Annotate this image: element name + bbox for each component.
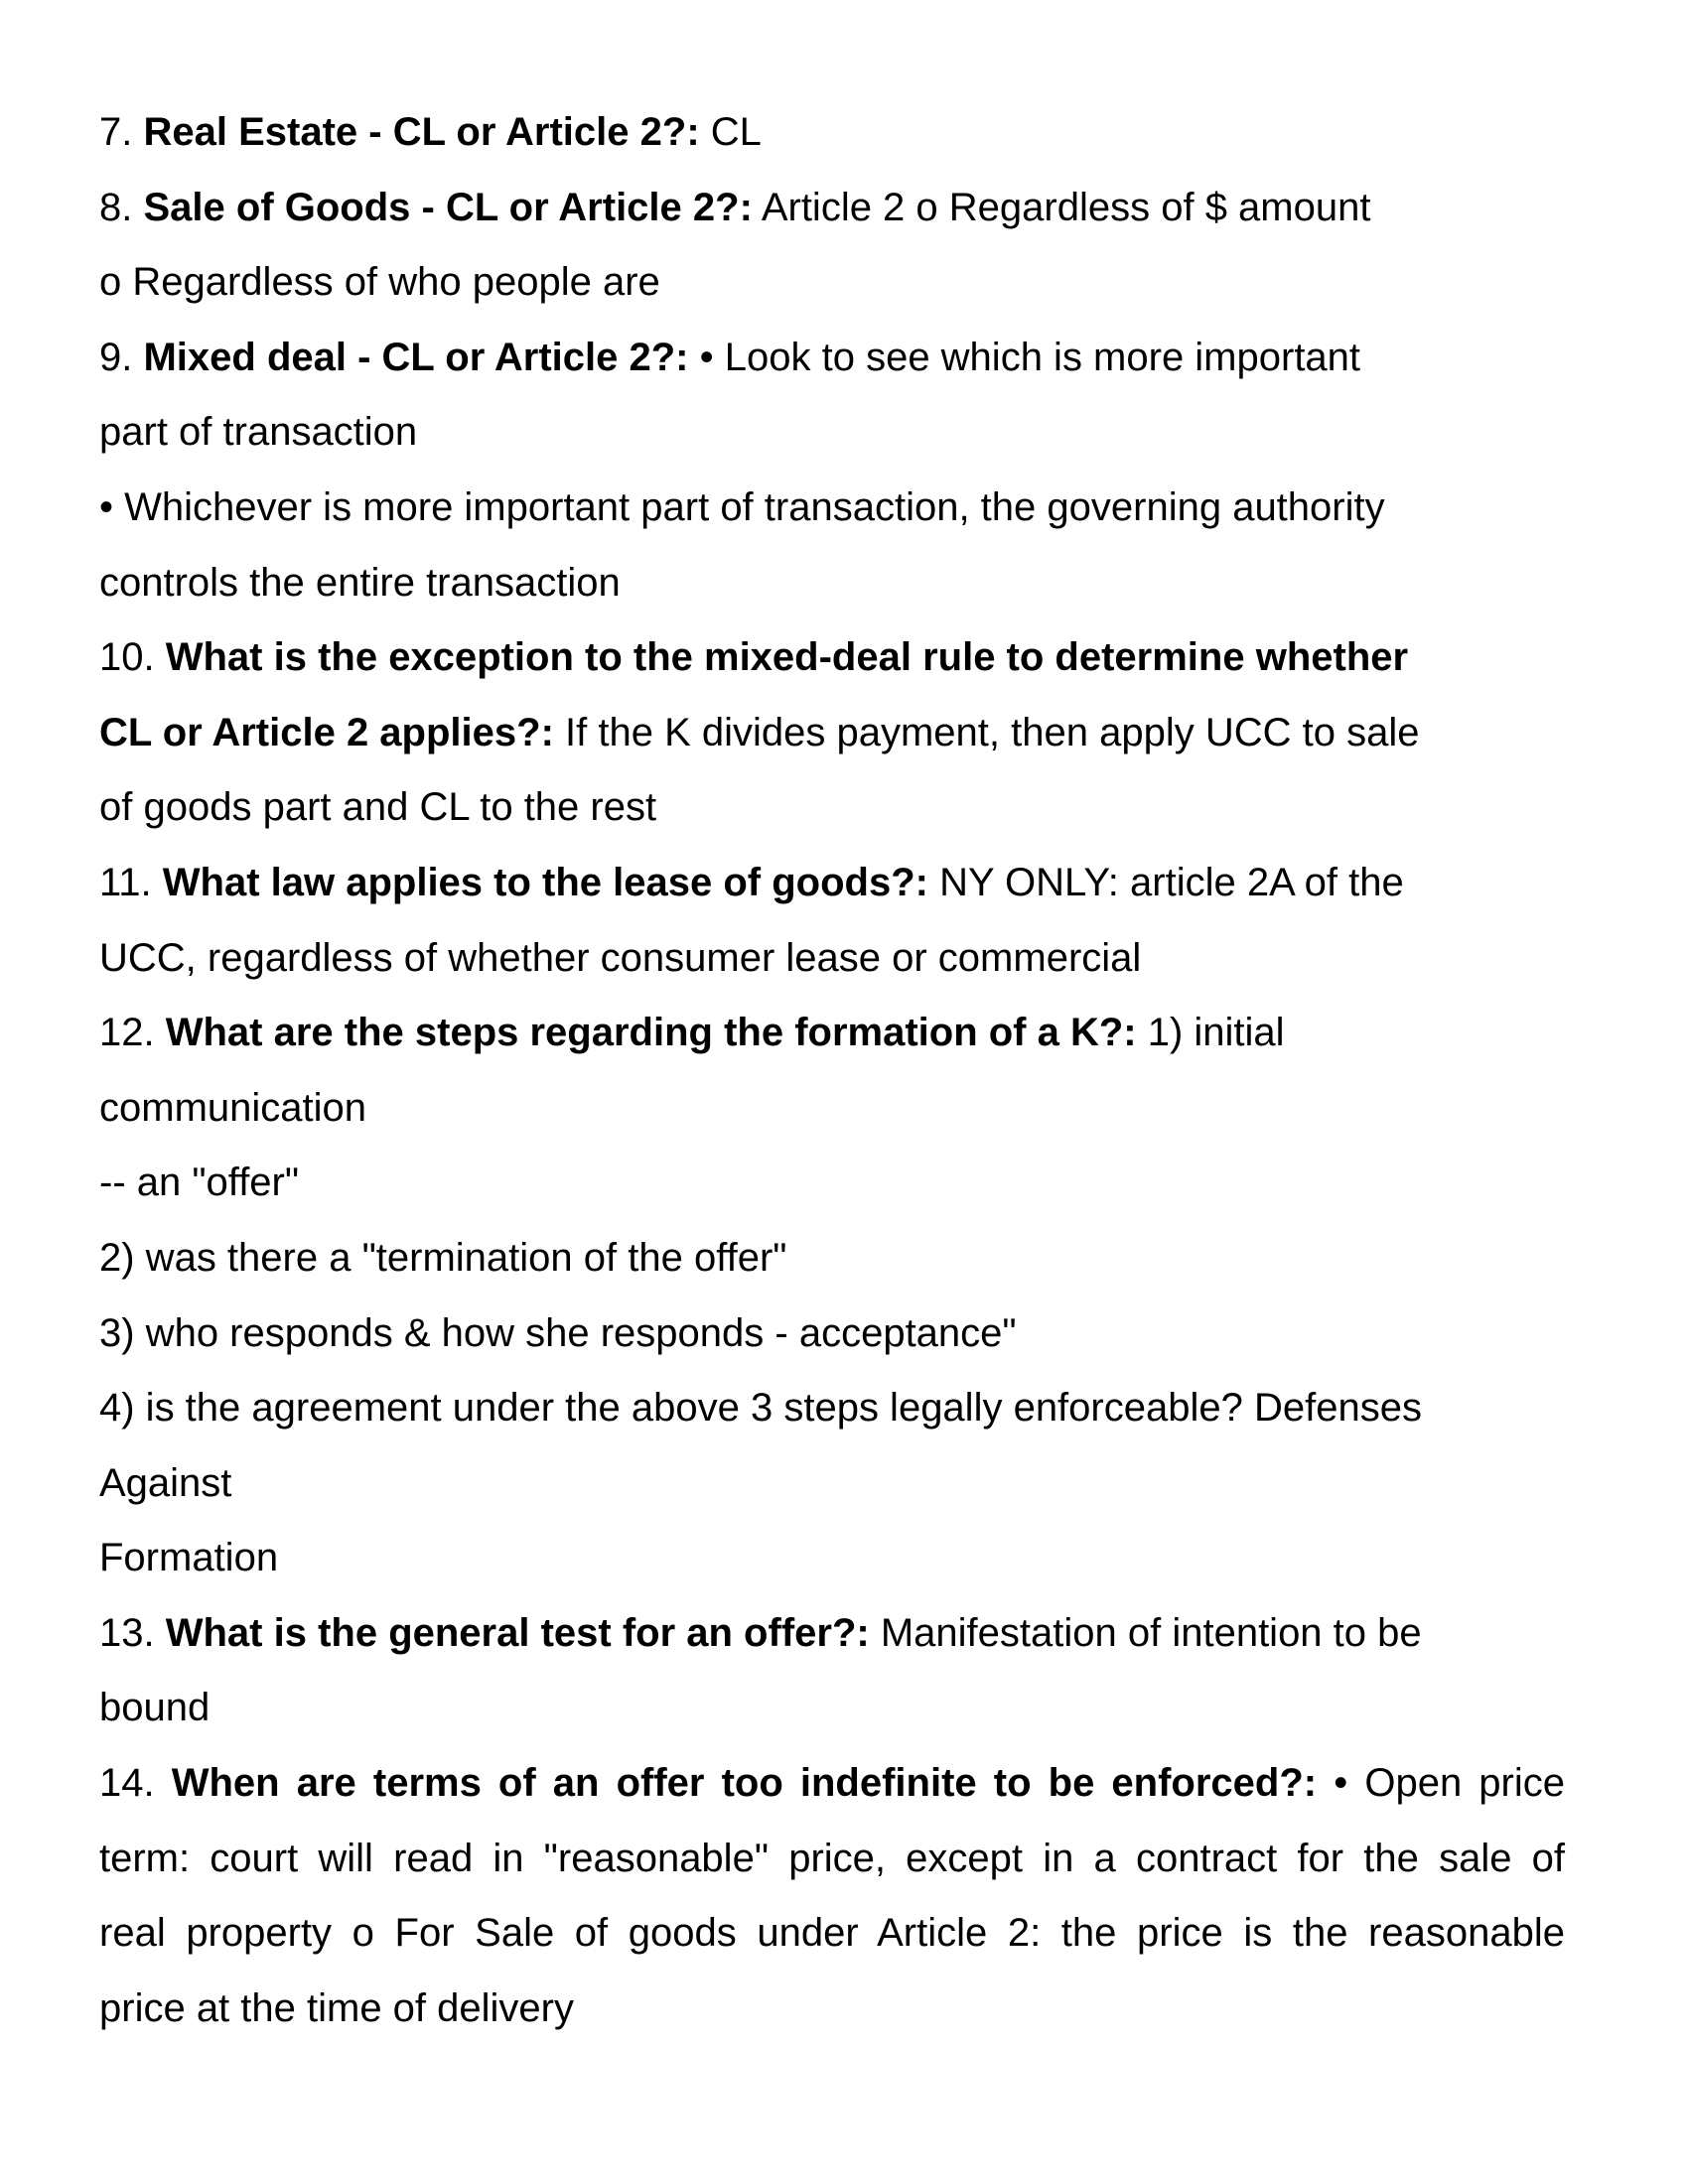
item-answer: -- an "offer" [99, 1160, 300, 1205]
item-answer: 1) initial [1147, 1011, 1285, 1055]
item-12-line-5 [99, 1297, 1565, 1372]
item-question: What are the steps regarding the formation of a K?: [165, 1011, 1137, 1055]
item-9-line-4 [99, 546, 1565, 621]
item-answer: price at the time of delivery [99, 1985, 574, 2030]
item-12-line-8 [99, 1521, 1565, 1596]
item-13-line-2 [99, 1671, 1565, 1746]
item-10-line-3 [99, 770, 1565, 846]
item-answer: of goods part and CL to the rest [99, 785, 657, 830]
item-answer: o Regardless of who people are [99, 260, 660, 305]
item-answer: bound [99, 1686, 211, 1730]
item-answer: 2) was there a "termination of the offer" [99, 1235, 787, 1280]
item-answer: If the K divides payment, then apply UCC to sale [565, 710, 1420, 754]
item-7-line-1 [99, 95, 1565, 171]
item-answer: communication [99, 1085, 367, 1130]
item-answer: • Look to see which is more important [699, 335, 1361, 379]
item-number: 10. [99, 635, 155, 680]
item-11-line-1 [99, 846, 1565, 921]
item-12-line-4 [99, 1221, 1565, 1297]
item-answer: real property o For Sale of goods under Article 2: the price is the reasonable [99, 1911, 1565, 1956]
item-answer: 3) who responds & how she responds - acceptance" [99, 1310, 1017, 1355]
item-answer: NY ONLY: article 2A of the [939, 860, 1404, 904]
item-question: Mixed deal - CL or Article 2?: [143, 335, 689, 379]
item-answer: controls the entire transaction [99, 560, 621, 605]
item-9-line-1 [99, 321, 1565, 396]
item-14-line-3 [99, 1896, 1565, 1972]
item-answer: 4) is the agreement under the above 3 steps legally enforceable? Defenses [99, 1386, 1422, 1431]
item-14-line-2 [99, 1822, 1565, 1897]
item-12-line-2 [99, 1071, 1565, 1147]
item-answer: part of transaction [99, 410, 418, 455]
item-8-line-1 [99, 171, 1565, 246]
item-12-line-6 [99, 1371, 1565, 1446]
item-number: 12. [99, 1011, 155, 1055]
item-question: What law applies to the lease of goods?: [162, 860, 928, 904]
item-answer: term: court will read in "reasonable" price, except in a contract for the sale of [99, 1836, 1565, 1880]
item-14-line-4 [99, 1972, 1565, 2047]
item-number: 7. [99, 110, 133, 154]
item-13-line-1 [99, 1596, 1565, 1672]
item-10-line-1 [99, 620, 1565, 696]
item-answer: Article 2 o Regardless of $ amount [761, 185, 1371, 229]
document-page [99, 95, 1565, 2046]
item-12-line-3 [99, 1146, 1565, 1221]
item-question: When are terms of an offer too indefinite to be enforced?: [171, 1761, 1318, 1806]
item-question: What is the general test for an offer?: [165, 1610, 870, 1655]
item-9-line-2 [99, 395, 1565, 471]
item-answer: Against [99, 1460, 232, 1505]
item-answer: Formation [99, 1536, 279, 1580]
item-answer: UCC, regardless of whether consumer lease or commercial [99, 935, 1142, 980]
item-8-line-2 [99, 245, 1565, 321]
item-number: 14. [99, 1761, 155, 1806]
item-14-line-1 [99, 1746, 1565, 1822]
item-12-line-1 [99, 996, 1565, 1071]
item-11-line-2 [99, 921, 1565, 997]
item-number: 9. [99, 335, 133, 379]
item-number: 11. [99, 860, 152, 904]
item-question: Real Estate - CL or Article 2?: [143, 110, 700, 154]
item-answer: CL [710, 110, 762, 154]
item-question: CL or Article 2 applies?: [99, 710, 554, 754]
item-answer: Manifestation of intention to be [880, 1610, 1422, 1655]
item-answer: • Open price [1334, 1761, 1566, 1806]
item-answer: • Whichever is more important part of transaction, the governing authority [99, 484, 1385, 529]
item-9-line-3 [99, 471, 1565, 546]
item-12-line-7 [99, 1446, 1565, 1522]
item-number: 13. [99, 1610, 155, 1655]
item-10-line-2 [99, 696, 1565, 771]
item-question: What is the exception to the mixed-deal rule to determine whether [165, 635, 1409, 680]
item-question: Sale of Goods - CL or Article 2?: [143, 185, 753, 229]
item-number: 8. [99, 185, 133, 229]
